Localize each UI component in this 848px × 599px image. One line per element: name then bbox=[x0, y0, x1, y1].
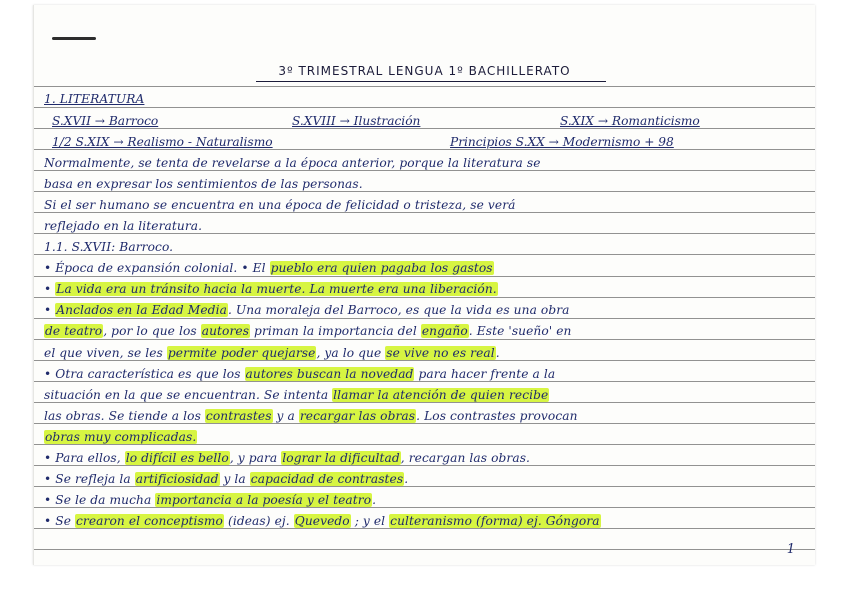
note-text: y la bbox=[219, 471, 250, 486]
note-text: priman la importancia del bbox=[250, 324, 421, 339]
note-text: , ya lo que bbox=[316, 345, 386, 360]
highlighted-text: obras muy complicadas. bbox=[45, 429, 197, 444]
note-text: situación en la que se encuentran. Se intenta bbox=[44, 387, 333, 402]
highlighted-text: lo difícil es bello bbox=[125, 450, 229, 465]
note-text: • Se bbox=[44, 513, 75, 528]
period-baroque: S.XVII → Barroco bbox=[52, 114, 159, 128]
section-heading: 1. LITERATURA bbox=[44, 92, 145, 106]
periods-row-2 bbox=[44, 132, 807, 152]
note-line bbox=[44, 511, 807, 531]
note-text: 1.1. S.XVII: Barroco. bbox=[44, 240, 174, 255]
note-line bbox=[44, 174, 807, 194]
highlighted-text: contrastes bbox=[205, 408, 272, 423]
note-line bbox=[44, 279, 807, 299]
note-line bbox=[44, 427, 807, 447]
period-romanticism: S.XIX → Romanticismo bbox=[560, 114, 700, 128]
note-line bbox=[44, 321, 807, 341]
note-text: Si el ser humano se encuentra en una época de felicidad o tristeza, se verá bbox=[44, 198, 516, 213]
note-text: y a bbox=[272, 408, 299, 423]
note-text: • Otra característica es que los bbox=[44, 366, 245, 381]
note-text: , y para bbox=[229, 450, 282, 465]
note-text: Normalmente, se tenta de revelarse a la época anterior, porque la literatura se bbox=[44, 156, 541, 170]
highlighted-text: se vive no es real bbox=[386, 345, 495, 360]
note-line bbox=[44, 258, 807, 278]
note-text: para hacer frente a la bbox=[414, 366, 556, 381]
note-line bbox=[44, 216, 807, 236]
highlighted-text: pueblo era quien pagaba los gastos bbox=[270, 261, 493, 276]
ruled-line bbox=[34, 549, 815, 550]
highlighted-text: La vida era un tránsito hacia la muerte. La muerte era una liberación. bbox=[56, 282, 497, 297]
note-text: • bbox=[44, 282, 56, 297]
period-realism: 1/2 S.XIX → Realismo - Naturalismo bbox=[52, 135, 273, 149]
note-text: el que viven, se les bbox=[44, 345, 167, 360]
note-line bbox=[44, 448, 807, 468]
note-text: , recargan las obras. bbox=[400, 450, 531, 465]
highlighted-text: recargar las obras bbox=[299, 408, 416, 423]
highlighted-text: crearon el conceptismo bbox=[76, 513, 223, 528]
note-text: . Este 'sueño' en bbox=[468, 324, 572, 339]
note-text: las obras. Se tiende a los bbox=[44, 408, 205, 423]
note-text: • bbox=[44, 303, 56, 318]
note-text: . Los contrastes provocan bbox=[416, 408, 578, 423]
page-number: 1 bbox=[786, 542, 795, 557]
note-text: . bbox=[372, 492, 377, 507]
note-text: • Para ellos, bbox=[44, 450, 125, 465]
highlighted-text: Quevedo bbox=[294, 513, 350, 528]
highlighted-text: autores buscan la novedad bbox=[245, 366, 414, 381]
note-text: . bbox=[495, 345, 500, 360]
note-text: • Se refleja la bbox=[44, 471, 135, 486]
note-text: ; y el bbox=[350, 513, 390, 528]
highlighted-text: permite poder quejarse bbox=[167, 345, 316, 360]
highlighted-text: lograr la dificultad bbox=[282, 450, 400, 465]
highlighted-text: culteranismo (forma) ej. Góngora bbox=[390, 513, 600, 528]
note-line bbox=[44, 237, 807, 257]
note-line bbox=[44, 385, 807, 405]
highlighted-text: engaño bbox=[421, 324, 468, 339]
note-line bbox=[44, 343, 807, 363]
note-line bbox=[44, 364, 807, 384]
page-title: 3º TRIMESTRAL LENGUA 1º BACHILLERATO bbox=[278, 64, 571, 78]
note-text: . Una moraleja del Barroco, es que la vida es una obra bbox=[227, 303, 570, 318]
note-text: • Se le da mucha bbox=[44, 492, 156, 507]
period-modernism: Principios S.XX → Modernismo + 98 bbox=[450, 135, 674, 149]
highlighted-text: importancia a la poesía y el teatro bbox=[156, 492, 372, 507]
note-text: . bbox=[404, 471, 409, 486]
notebook-page bbox=[33, 5, 815, 565]
highlighted-text: autores bbox=[201, 324, 250, 339]
note-text: • Época de expansión colonial. • El bbox=[44, 261, 270, 276]
highlighted-text: llamar la atención de quien recibe bbox=[333, 387, 549, 402]
note-line bbox=[44, 153, 807, 173]
note-text: , por lo que los bbox=[103, 324, 201, 339]
margin-dash-mark bbox=[52, 37, 96, 40]
highlighted-text: capacidad de contrastes bbox=[250, 471, 404, 486]
note-line bbox=[44, 469, 807, 489]
periods-row-1 bbox=[44, 111, 807, 131]
note-line bbox=[44, 195, 807, 215]
highlighted-text: de teatro bbox=[45, 324, 103, 339]
note-text: basa en expresar los sentimientos de las personas. bbox=[44, 177, 363, 192]
ruled-line bbox=[34, 86, 815, 87]
note-line bbox=[44, 300, 807, 320]
highlighted-text: Anclados en la Edad Media bbox=[56, 303, 227, 318]
period-enlightenment: S.XVIII → Ilustración bbox=[292, 114, 421, 128]
note-text: (ideas) ej. bbox=[224, 513, 294, 528]
note-text: reflejado en la literatura. bbox=[44, 219, 203, 234]
highlighted-text: artificiosidad bbox=[135, 471, 219, 486]
title-underline bbox=[256, 81, 606, 82]
note-line bbox=[44, 406, 807, 426]
note-line bbox=[44, 490, 807, 510]
